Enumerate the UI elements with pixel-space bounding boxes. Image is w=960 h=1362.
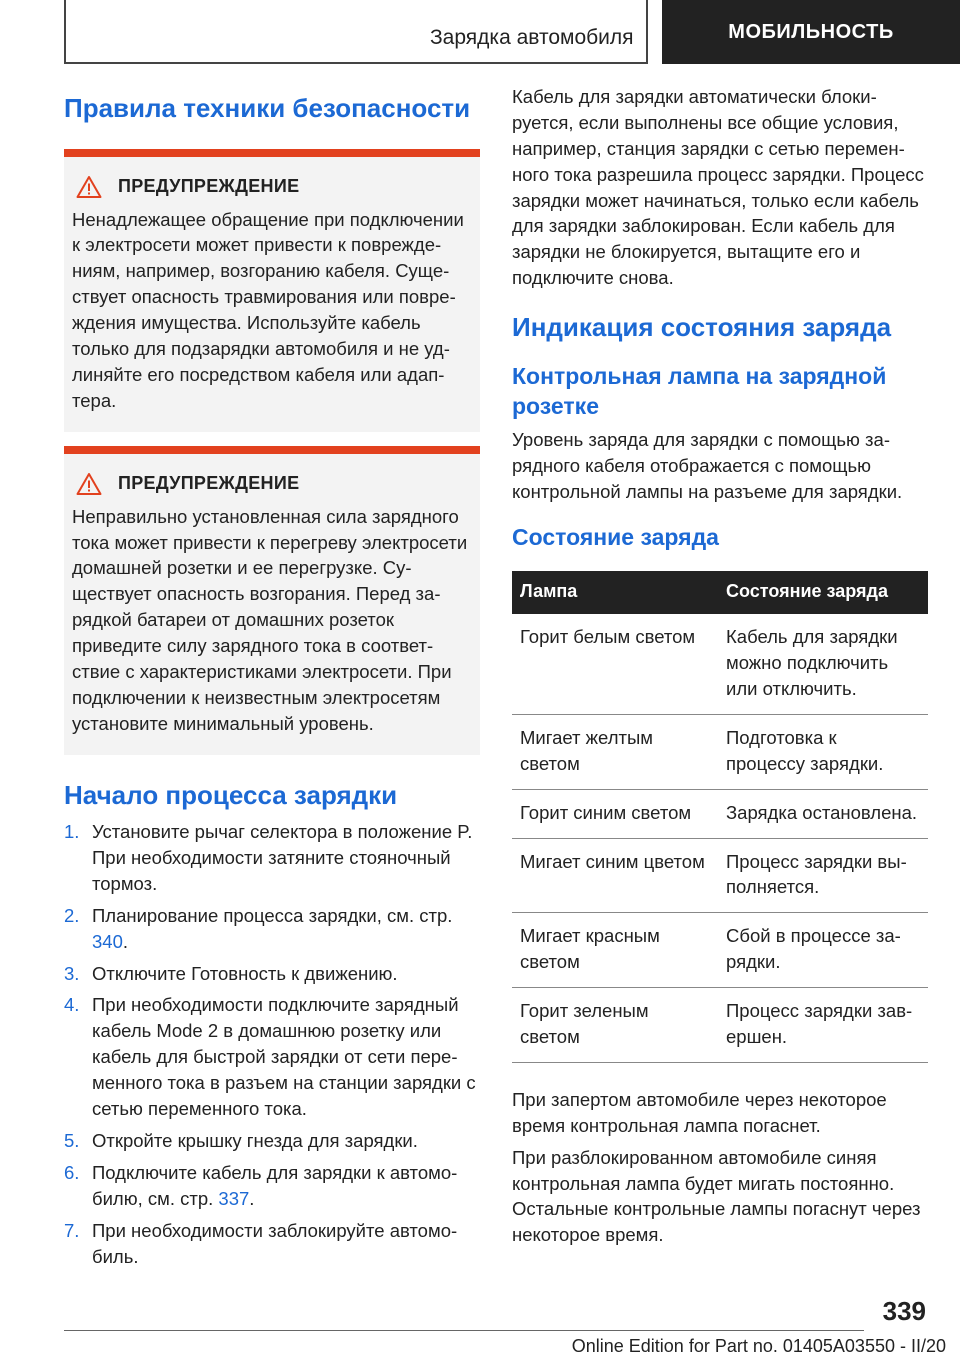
page-link[interactable]: 340 [92, 930, 123, 952]
step-text-end: . [249, 1187, 255, 1209]
step-text: Отключите Готовность к движению. [92, 962, 398, 984]
step-number: 7. [64, 1219, 80, 1241]
step-text: Установите рычаг селектора в положение P. При необходимости затяните стояночный тормоз. [92, 821, 473, 894]
table-cell-state: Зарядка остановлена. [718, 789, 928, 838]
note-paragraph-1: При запертом автомобиле через некоторое время контрольная лампа погаснет. [512, 1088, 887, 1136]
page-link[interactable]: 337 [218, 1187, 250, 1209]
safety-title: Правила техники безопасности [64, 93, 471, 123]
list-item [64, 961, 480, 987]
step-number: 5. [64, 1129, 80, 1151]
warning-triangle-icon [76, 175, 102, 199]
table-header-row [512, 571, 928, 614]
warning-title: ПРЕДУПРЕЖДЕНИЕ [118, 473, 300, 494]
left-column [64, 92, 480, 1275]
table-cell-state: Процесс зарядки завершен. [718, 988, 928, 1063]
list-item [64, 992, 480, 1121]
header-section-title: Зарядка автомобиля [430, 26, 634, 49]
step-number: 3. [64, 962, 80, 984]
step-text: При необходимости подключите зарядный кабель Mode 2 в домашнюю розетку или кабель для быстрой зарядки от сети переменного тока в разъем на станции зарядки с сетью переменного тока. [92, 994, 476, 1120]
list-item [64, 819, 480, 897]
indication-title: Индикация состояния заряда [512, 312, 892, 343]
list-item [64, 1128, 480, 1154]
intro-paragraph: Кабель для зарядки автоматически блокируется, если выполнены все общие условия, например, станция зарядки с сетью переменного тока разрешила процесс зарядки. Процесс зарядки может начинаться, только если кабель для зарядки заблокирован. Если кабель для зарядки не блокируется, вытащите его и подключите снова. [512, 86, 924, 289]
step-number: 4. [64, 994, 80, 1016]
lamp-paragraph: Уровень заряда для зарядки с помощью зарядного кабеля отображается с помощью контрольной лампы на разъеме для зарядки. [512, 429, 903, 503]
table-cell-lamp: Мигает красным светом [512, 913, 718, 988]
step-text: Откройте крышку гнезда для зарядки. [92, 1129, 418, 1151]
start-charging-title: Начало процесса зарядки [64, 779, 398, 810]
warning-box-2 [64, 446, 480, 755]
warning-text: Неправильно установленная сила зарядного тока может привести к перегреву электросети домашней розетки и ее перегрузке. Существует опасность возгорания. Перед зарядкой батареи от домашних розеток приведите силу зарядного тока в соответствие с характеристиками электросети. При подключении к неизвестным электросетям установите минимальный уровень. [72, 505, 468, 734]
column-header-lamp: Лампа [512, 571, 718, 614]
table-cell-state: Сбой в процессе зарядки. [718, 913, 928, 988]
step-text: Подключите кабель для зарядки к автомобилю, см. стр. [92, 1161, 458, 1209]
state-title: Состояние заряда [512, 524, 719, 551]
list-item [64, 903, 480, 955]
table-row [512, 614, 928, 714]
table-cell-lamp: Горит белым светом [512, 614, 718, 714]
warning-triangle-icon [76, 472, 102, 496]
table-cell-lamp: Горит зеленым светом [512, 988, 718, 1063]
table-row [512, 838, 928, 913]
footer-divider [64, 1330, 864, 1331]
right-column [512, 86, 928, 1248]
table-row [512, 988, 928, 1063]
step-text-end: . [122, 930, 129, 952]
step-number: 1. [64, 821, 80, 843]
warning-text: Ненадлежащее обращение при подключении к электросети может привести к повреждениям, например, возгоранию кабеля. Существует опасность травмирования или повреждения имущества. Используйте кабель только для подзарядки автомобиля и не удлиняйте его посредством кабеля или адаптера. [72, 208, 464, 411]
table-row [512, 714, 928, 789]
step-number: 2. [64, 904, 80, 926]
charge-state-table [512, 571, 928, 1063]
list-item [64, 1160, 480, 1212]
list-item [64, 1218, 480, 1270]
steps-list [64, 819, 480, 1269]
table-cell-lamp: Мигает желтым светом [512, 714, 718, 789]
table-row [512, 789, 928, 838]
column-header-state: Состояние заряда [718, 571, 928, 614]
table-cell-lamp: Мигает синим цветом [512, 838, 718, 913]
table-cell-state: Процесс зарядки выполняется. [718, 838, 928, 913]
note-paragraph-2: При разблокированном автомобиле синяя контрольная лампа будет мигать постоянно. Остальные контрольные лампы погаснут через некоторое время. [512, 1146, 921, 1246]
table-row [512, 913, 928, 988]
table-cell-lamp: Горит синим светом [512, 789, 718, 838]
step-number: 6. [64, 1161, 80, 1183]
lamp-title: Контрольная лампа на зарядной розетке [512, 362, 887, 419]
header-chapter-tab: МОБИЛЬНОСТЬ [662, 0, 960, 64]
page-number: 339 [882, 1296, 926, 1326]
table-cell-state: Кабель для зарядки можно подключить или отключить. [718, 614, 928, 714]
warning-box-1 [64, 149, 480, 432]
footer-edition: Online Edition for Part no. 01405A03550 - II/20 [571, 1336, 946, 1356]
warning-title: ПРЕДУПРЕЖДЕНИЕ [118, 176, 300, 196]
step-text: При необходимости заблокируйте автомобиль. [92, 1219, 458, 1267]
table-cell-state: Подготовка к процессу зарядки. [718, 714, 928, 789]
step-text: Планирование процесса зарядки, см. стр. [92, 904, 453, 926]
